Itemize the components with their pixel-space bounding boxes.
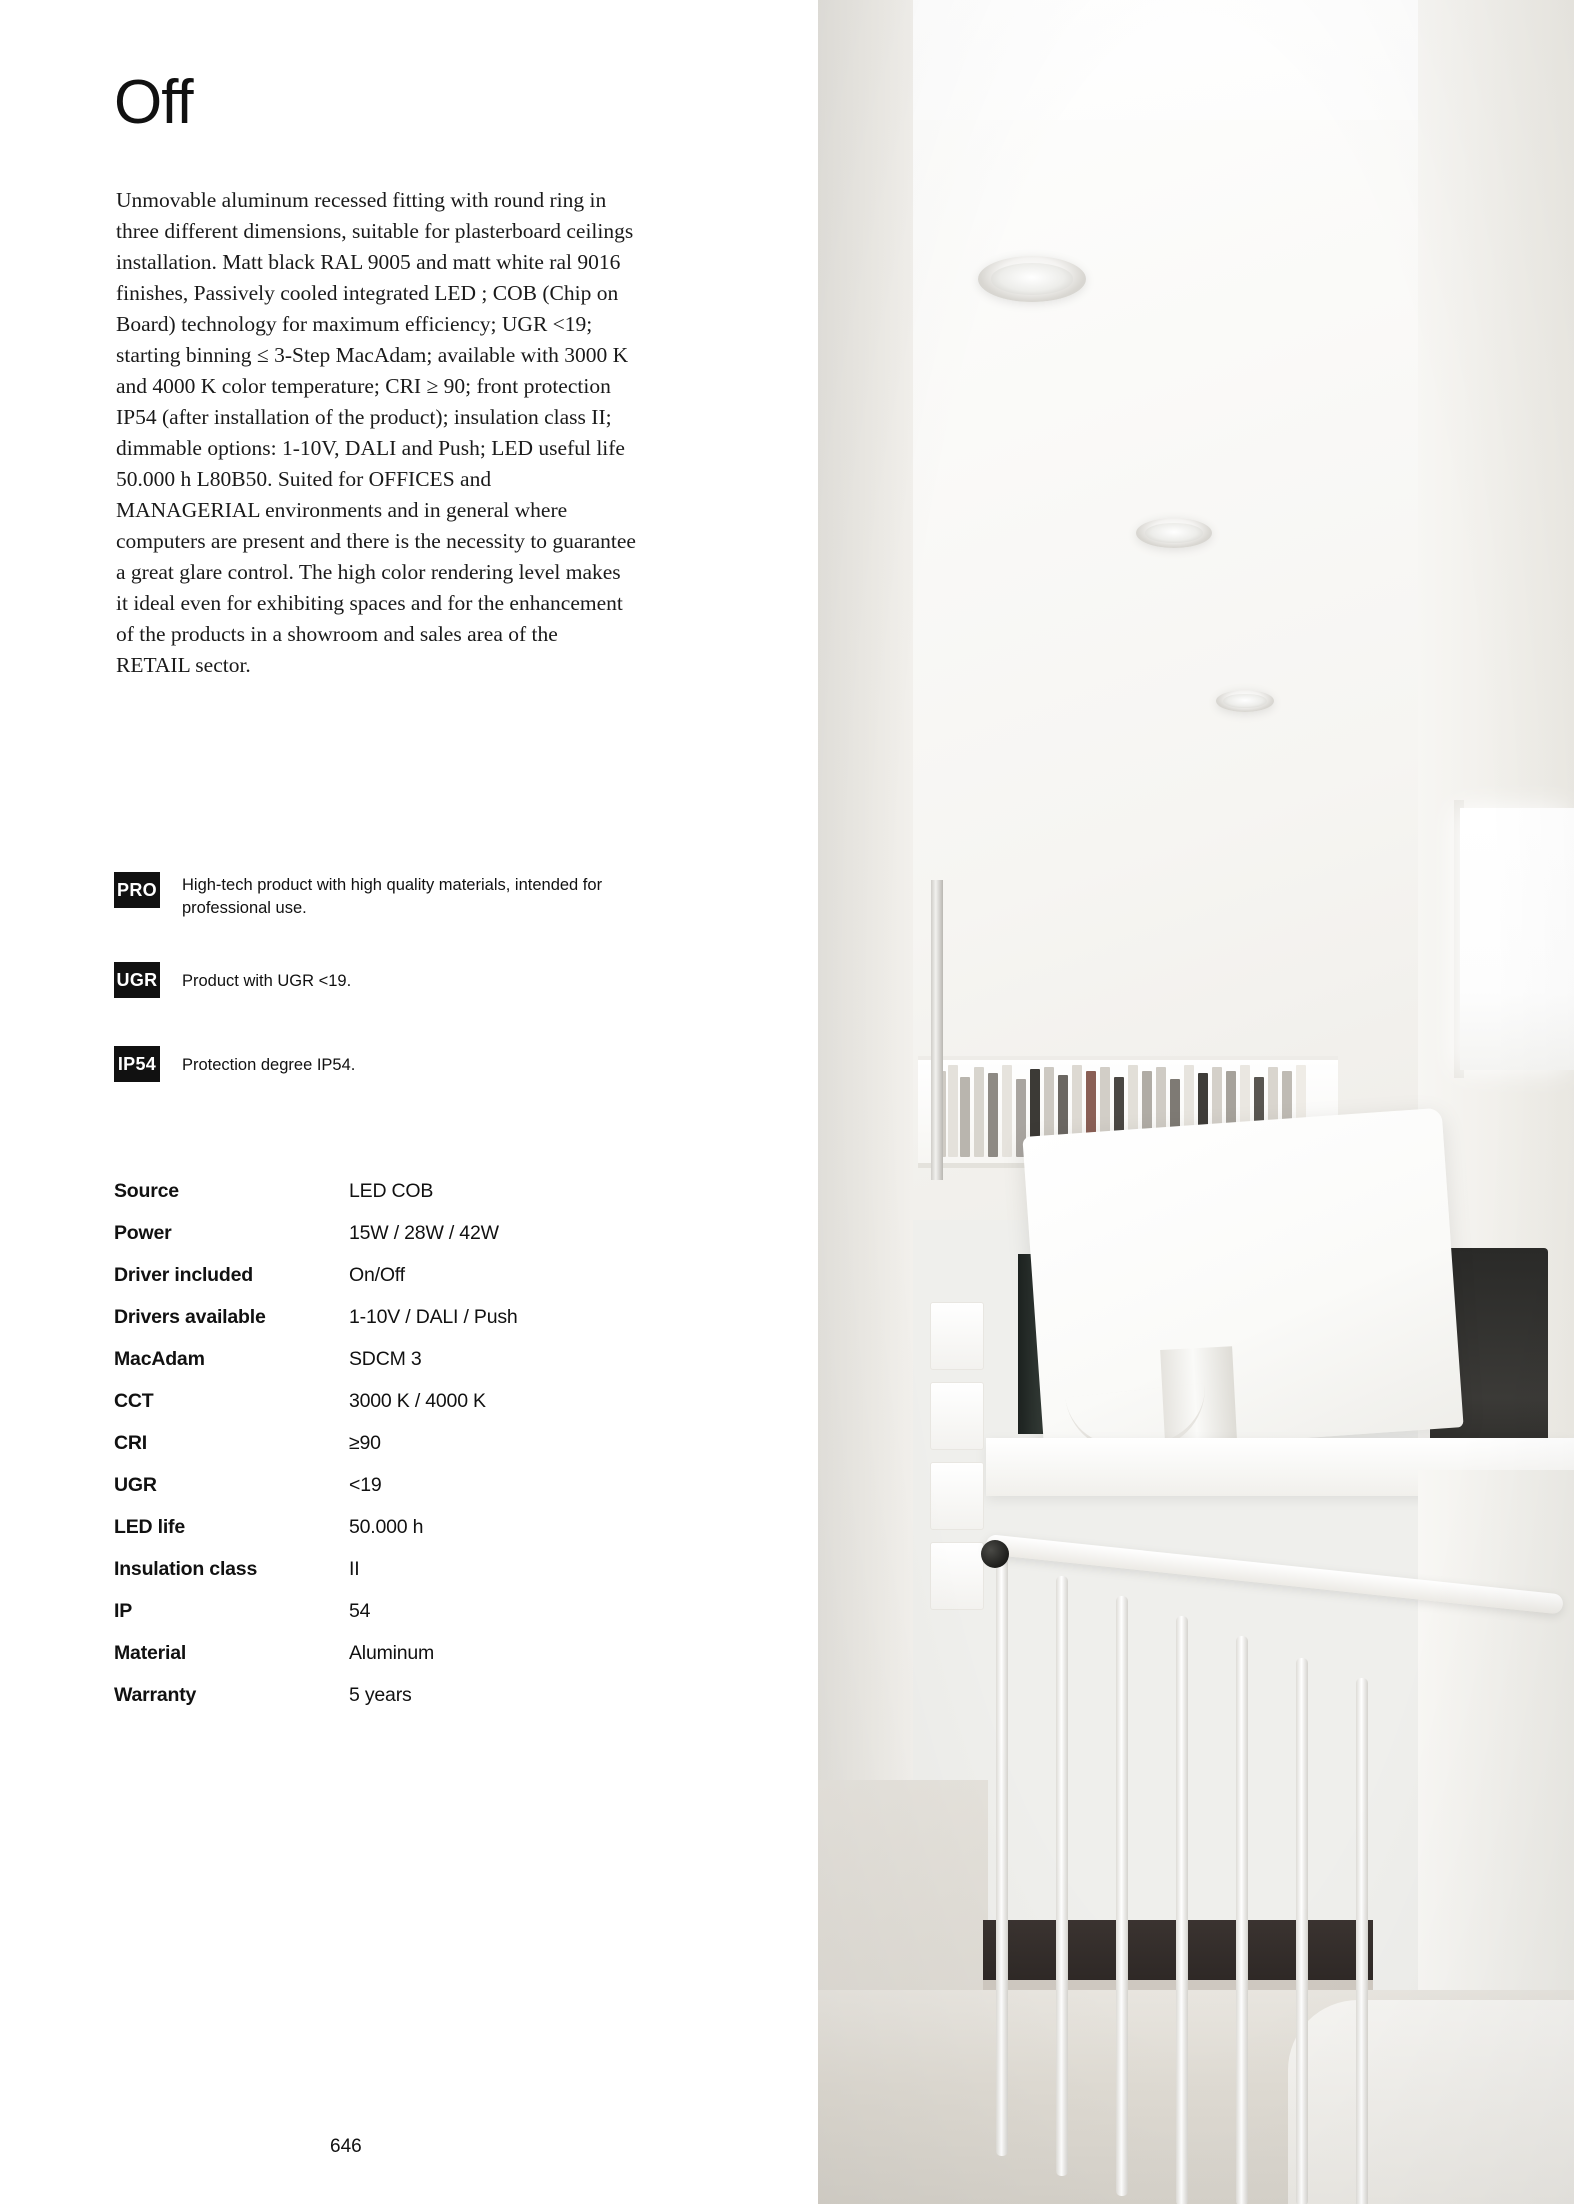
- window: [1460, 808, 1574, 1070]
- pro-badge-icon: PRO: [114, 872, 160, 908]
- spec-label: Drivers available: [114, 1306, 266, 1328]
- wall-switch-plate: [930, 1542, 984, 1610]
- badge-description: High-tech product with high quality materials, intended for professional use.: [182, 876, 603, 917]
- ip54-badge-icon: IP54: [114, 1046, 160, 1082]
- spec-value: 50.000 h: [349, 1516, 424, 1538]
- vertical-pole: [931, 880, 943, 1180]
- spec-label: CRI: [114, 1432, 147, 1454]
- table-row: [114, 1684, 674, 1726]
- spec-label: Insulation class: [114, 1558, 258, 1580]
- recessed-downlight-icon: [1136, 518, 1212, 548]
- spec-label: IP: [114, 1600, 133, 1622]
- table-row: [114, 1348, 674, 1390]
- spec-label: Warranty: [114, 1684, 197, 1706]
- wall-switch-plate: [930, 1382, 984, 1450]
- wall-switch-plate: [930, 1462, 984, 1530]
- spec-value: Aluminum: [349, 1642, 435, 1664]
- page-title: Off: [114, 68, 193, 137]
- spec-label: Source: [114, 1180, 179, 1202]
- badge-item-ip54: [114, 1046, 674, 1088]
- table-row: [114, 1222, 674, 1264]
- table-row: [114, 1600, 674, 1642]
- badge-description: Protection degree IP54.: [182, 1056, 356, 1074]
- badge-item-pro: [114, 872, 674, 920]
- spec-value: 3000 K / 4000 K: [349, 1390, 486, 1412]
- spec-label: UGR: [114, 1474, 157, 1496]
- ugr-badge-icon: UGR: [114, 962, 160, 998]
- spec-value: 15W / 28W / 42W: [349, 1222, 499, 1244]
- spec-value: 5 years: [349, 1684, 412, 1706]
- spec-label: CCT: [114, 1390, 154, 1412]
- spec-label: MacAdam: [114, 1348, 205, 1370]
- table-row: [114, 1390, 674, 1432]
- spec-value: <19: [349, 1474, 382, 1496]
- spec-value: On/Off: [349, 1264, 405, 1286]
- spec-label: LED life: [114, 1516, 185, 1538]
- spec-value: 1-10V / DALI / Push: [349, 1306, 518, 1328]
- table-row: [114, 1558, 674, 1600]
- spec-label: Power: [114, 1222, 172, 1244]
- badge-list: [114, 872, 674, 1130]
- specification-table: [114, 1180, 674, 1726]
- recessed-downlight-icon: [1216, 690, 1274, 712]
- wall-switch-plate: [930, 1302, 984, 1370]
- table-row: [114, 1642, 674, 1684]
- desk-front-panel: [1418, 1470, 1574, 1990]
- spec-value: ≥90: [349, 1432, 381, 1454]
- table-row: [114, 1264, 674, 1306]
- spec-label: Driver included: [114, 1264, 253, 1286]
- spec-value: II: [349, 1558, 360, 1580]
- spec-value: 54: [349, 1600, 371, 1622]
- spec-value: LED COB: [349, 1180, 434, 1202]
- recessed-downlight-icon: [978, 256, 1086, 302]
- badge-item-ugr: [114, 962, 674, 1004]
- spec-label: Material: [114, 1642, 187, 1664]
- railing-knob: [981, 1540, 1009, 1568]
- badge-description: Product with UGR <19.: [182, 972, 352, 990]
- table-row: [114, 1306, 674, 1348]
- product-photo: [818, 0, 1574, 2204]
- desk-lower-panel: [1288, 2000, 1574, 2204]
- spec-value: SDCM 3: [349, 1348, 422, 1370]
- table-row: [114, 1180, 674, 1222]
- table-row: [114, 1474, 674, 1516]
- table-row: [114, 1432, 674, 1474]
- product-description: Unmovable aluminum recessed fitting with round ring in three different dimensions, suitable for plasterboard ceilings installation. Matt black RAL 9005 and matt white ral 9016 finishes, Passively cooled integrated LED ; COB (Chip on Board) technology for maximum efficiency; UGR <19; starting binning ≤ 3-Step MacAdam; available with 3000 K and 4000 K color temperature; CRI ≥ 90; front protection IP54 (after installation of the product); insulation class II; dimmable options: 1-10V, DALI and Push; LED useful life 50.000 h L80B50. Suited for OFFICES and MANAGERIAL environments and in general where computers are present and there is the necessity to guarantee a great glare control. The high color rendering level makes it ideal even for exhibiting spaces and for the enhancement of the products in a showroom and sales area of the RETAIL sector.: [116, 188, 636, 677]
- table-row: [114, 1516, 674, 1558]
- page-number: 646: [330, 2136, 362, 2157]
